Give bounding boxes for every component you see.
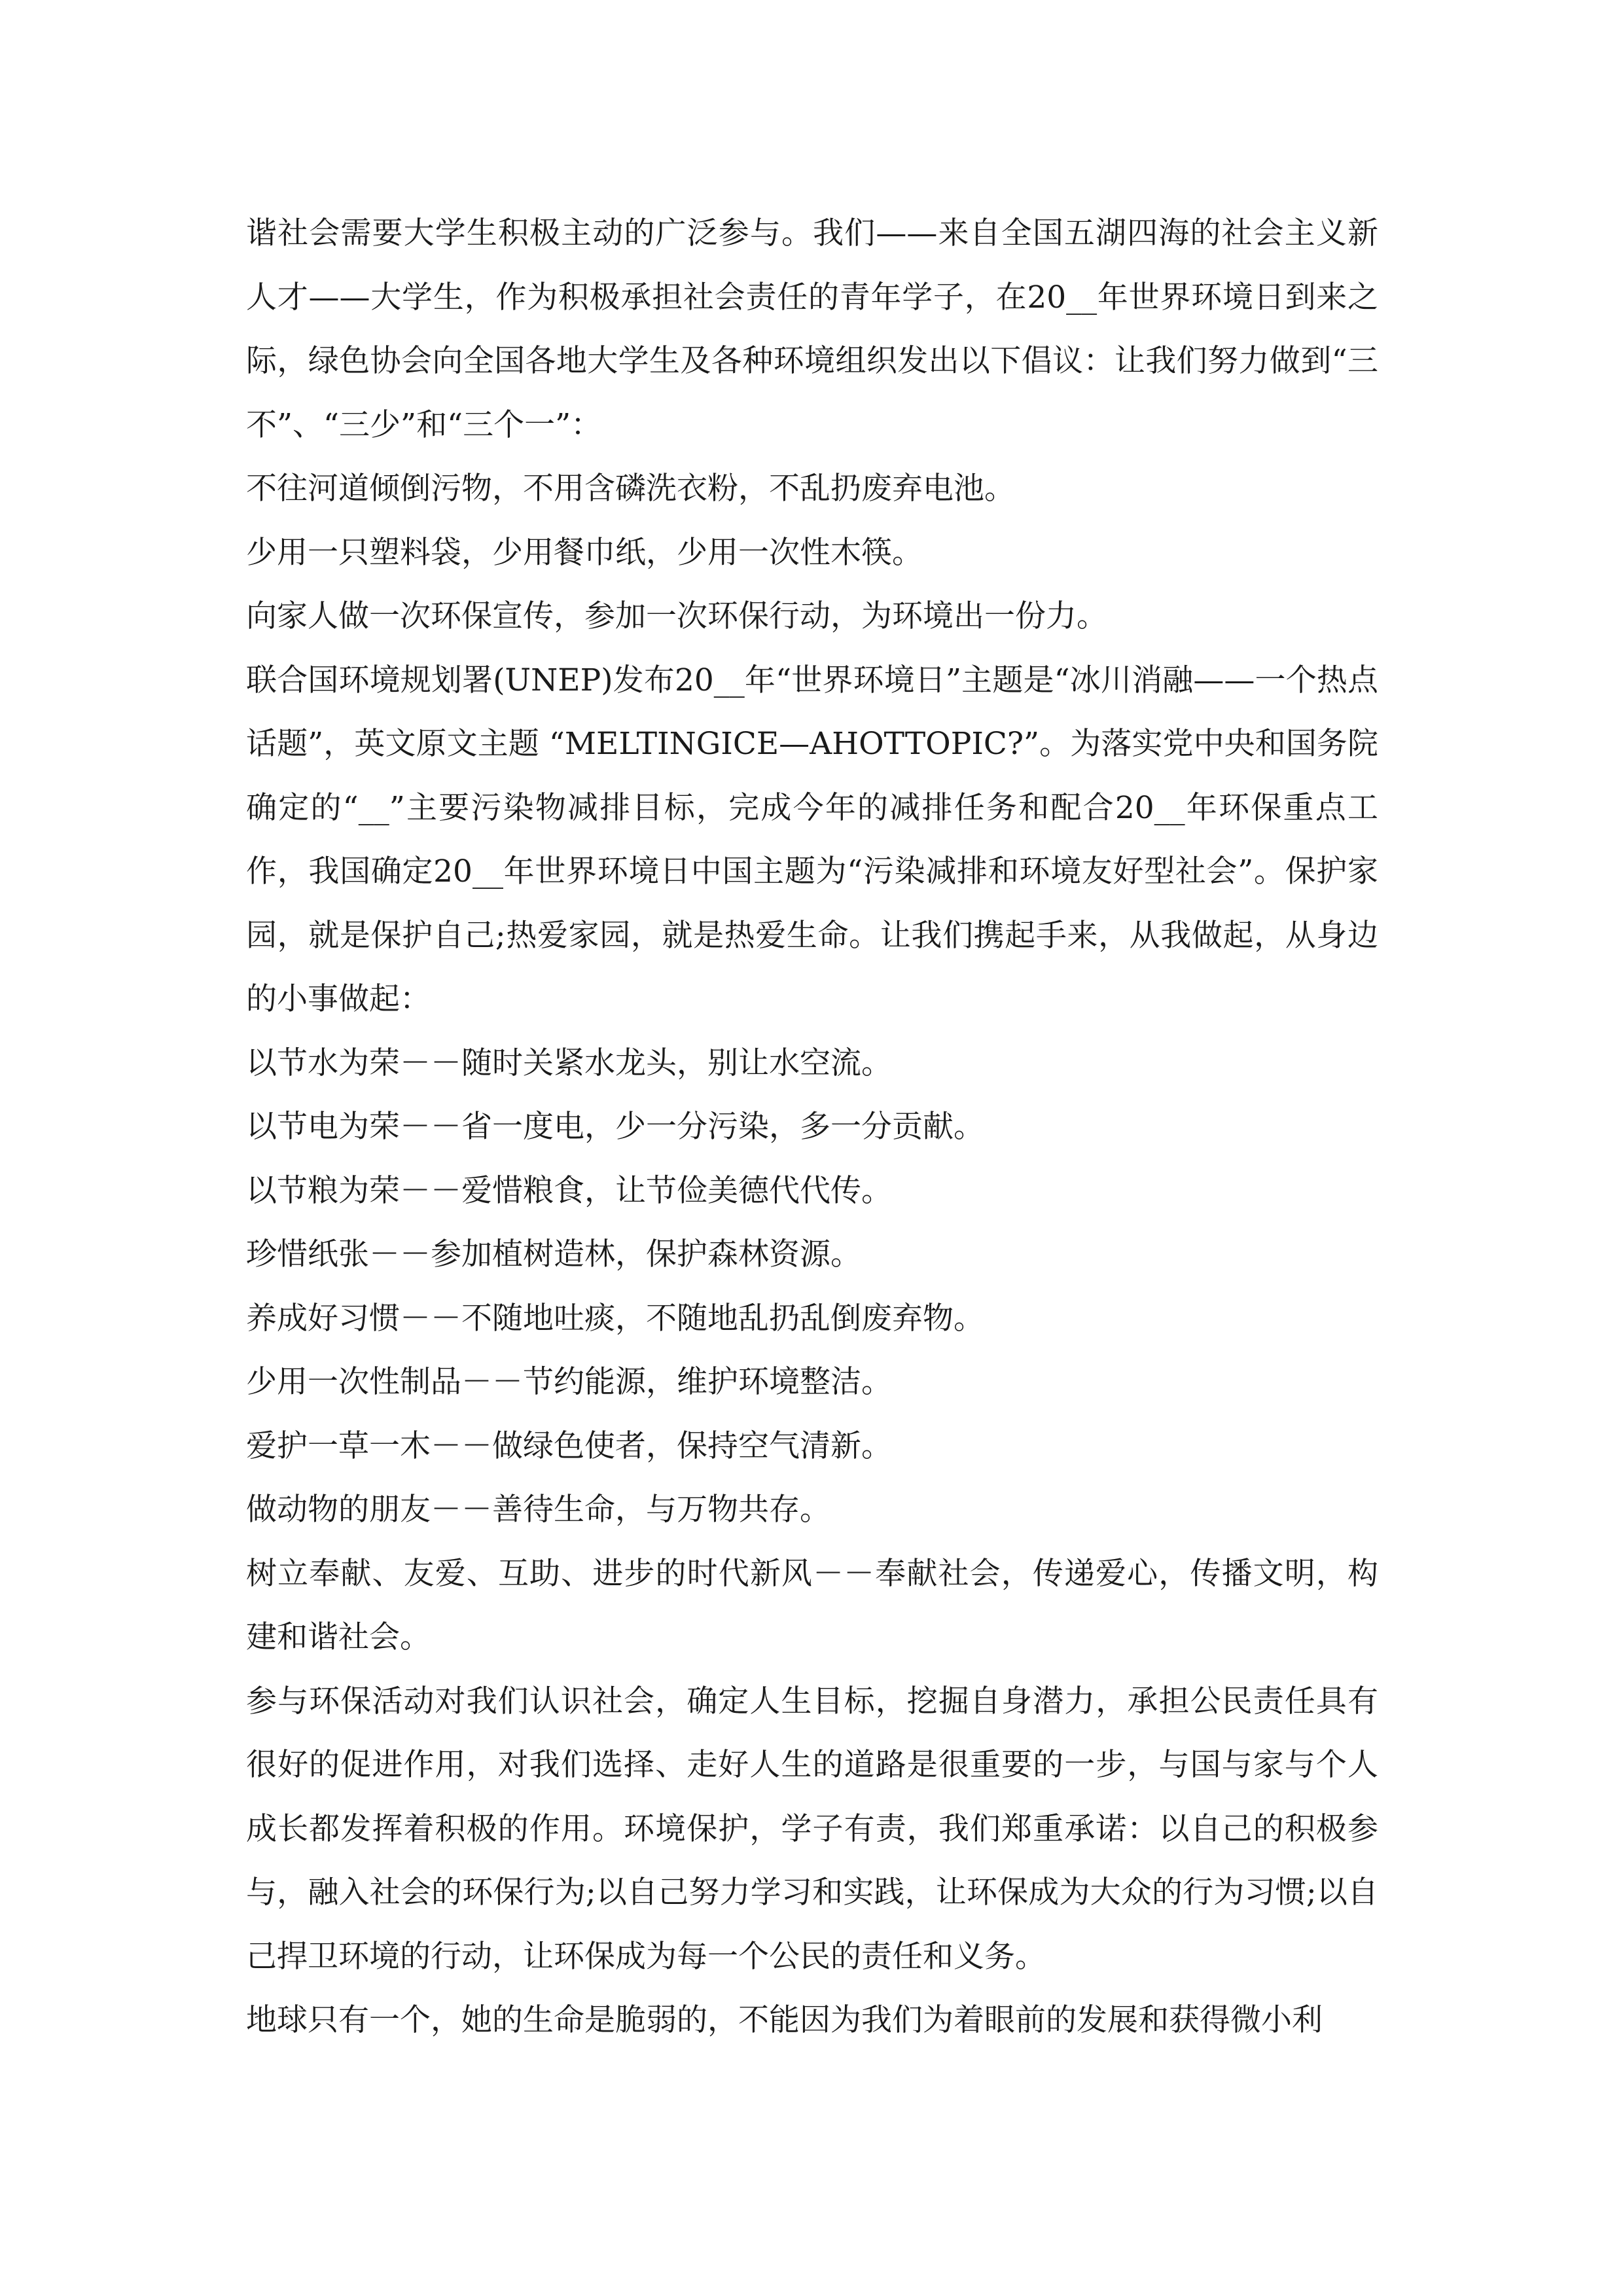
paragraph-save-paper: 珍惜纸张－－参加植树造林，保护森林资源。 bbox=[246, 1236, 861, 1272]
paragraph-three-no: 不往河道倾倒污物，不用含磷洗衣粉，不乱扔废弃电池。 bbox=[246, 471, 1015, 507]
paragraph-save-food: 以节粮为荣－－爱惜粮食，让节俭美德代代传。 bbox=[246, 1172, 892, 1209]
paragraph-protect-plants: 爱护一草一木－－做绿色使者，保持空气清新。 bbox=[246, 1427, 892, 1464]
document-body bbox=[246, 202, 1378, 2053]
paragraph-three-one: 向家人做一次环保宣传，参加一次环保行动，为环境出一份力。 bbox=[246, 598, 1107, 634]
paragraph-less-disposables: 少用一次性制品－－节约能源，维护环境整洁。 bbox=[246, 1364, 892, 1400]
paragraph-animal-friends: 做动物的朋友－－善待生命，与万物共存。 bbox=[246, 1492, 830, 1528]
paragraph-save-water: 以节水为荣－－随时关紧水龙头，别让水空流。 bbox=[246, 1045, 892, 1081]
paragraph-unep-theme: 联合国环境规划署(UNEP)发布20__年“世界环境日”主题是“冰川消融——一个热点话题”，英文原文主题 “MELTINGICE—AHOTTOPIC?”。为落实党中央和国务院确定的“__”主要污染物减排目标，完成今年的减排任务和配合20__年环保重点工作，我国确定20__年世界环境日中国主题为“污染减排和环境友好型社会”。保护家园，就是保护自己;热爱家园，就是热爱生命。让我们携起手来，从我做起，从身边的小事做起： bbox=[246, 662, 1378, 1017]
paragraph-save-power: 以节电为荣－－省一度电，少一分污染，多一分贡献。 bbox=[246, 1109, 984, 1145]
paragraph-new-ethos: 树立奉献、友爱、互助、进步的时代新风－－奉献社会，传递爱心，传播文明，构建和谐社会。 bbox=[246, 1555, 1378, 1655]
paragraph-appeal: 谐社会需要大学生积极主动的广泛参与。我们——来自全国五湖四海的社会主义新人才——大学生，作为积极承担社会责任的青年学子，在20__年世界环境日到来之际，绿色协会向全国各地大学生及各种环境组织发出以下倡议：让我们努力做到“三不”、“三少”和“三个一”： bbox=[246, 215, 1378, 443]
paragraph-three-less: 少用一只塑料袋，少用餐巾纸，少用一次性木筷。 bbox=[246, 534, 923, 571]
paragraph-one-earth: 地球只有一个，她的生命是脆弱的，不能因为我们为着眼前的发展和获得微小利 bbox=[246, 2002, 1323, 2038]
paragraph-commitment: 参与环保活动对我们认识社会，确定人生目标，挖掘自身潜力，承担公民责任具有很好的促进作用，对我们选择、走好人生的道路是很重要的一步，与国与家与个人成长都发挥着积极的作用。环境保护，学子有责，我们郑重承诺：以自己的积极参与，融入社会的环保行为;以自己努力学习和实践，让环保成为大众的行为习惯;以自己捍卫环境的行动，让环保成为每一个公民的责任和义务。 bbox=[246, 1683, 1378, 1975]
paragraph-good-habits: 养成好习惯－－不随地吐痰，不随地乱扔乱倒废弃物。 bbox=[246, 1300, 984, 1336]
